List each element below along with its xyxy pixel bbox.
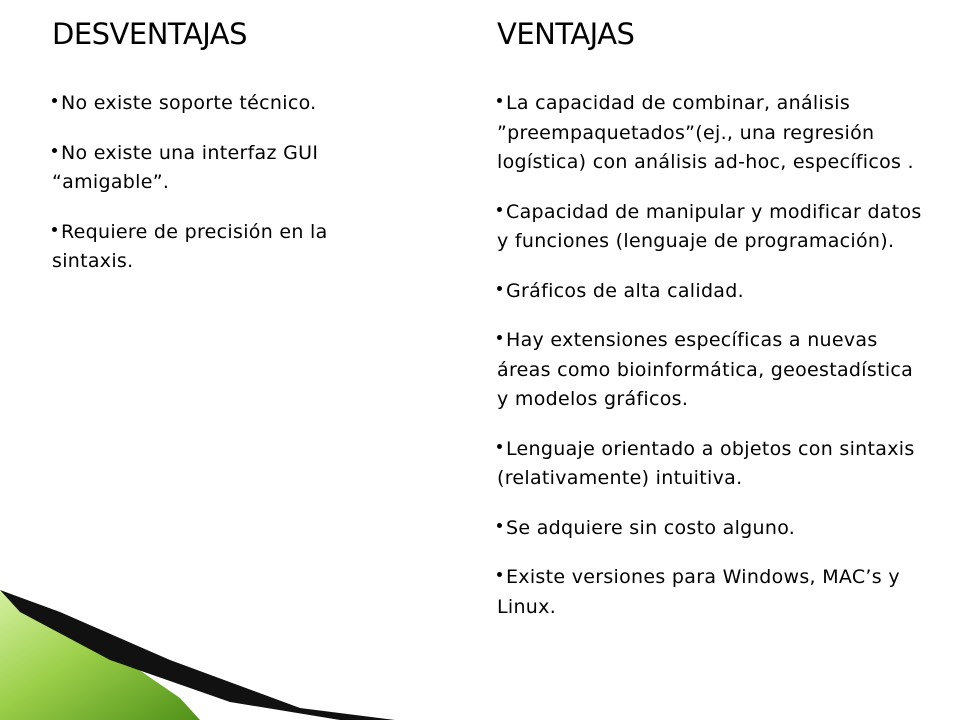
disadvantages-column — [52, 14, 392, 297]
list-item: Existe versiones para Windows, MAC’s y Linux. — [497, 566, 900, 618]
list-item: La capacidad de combinar, análisis ”preempaquetados”(ej., una regresión logística) con análisis ad-hoc, específicos . — [497, 92, 914, 173]
bullet-icon — [497, 444, 502, 449]
bullet-icon — [497, 572, 502, 577]
bullet-icon — [497, 523, 502, 528]
list-item: Hay extensiones específicas a nuevas áreas como bioinformática, geoestadística y modelos gráficos. — [497, 329, 914, 410]
list-item: Se adquiere sin costo alguno. — [497, 514, 927, 544]
bullet-icon — [497, 207, 502, 212]
list-item: Requiere de precisión en la sintaxis. — [52, 220, 328, 272]
decorative-corner-swoosh — [0, 590, 400, 720]
disadvantages-list — [52, 89, 392, 277]
bullet-icon — [52, 227, 57, 232]
list-item: No existe una interfaz GUI “amigable”. — [52, 141, 319, 193]
list-item: Capacidad de manipular y modificar datos y funciones (lenguaje de programación). — [497, 200, 922, 252]
disadvantages-heading: DESVENTAJAS — [52, 17, 248, 51]
list-item: Gráficos de alta calidad. — [497, 277, 927, 307]
bullet-icon — [497, 335, 502, 340]
advantages-list — [497, 89, 927, 622]
bullet-icon — [497, 286, 502, 291]
bullet-icon — [497, 98, 502, 103]
advantages-heading: VENTAJAS — [497, 17, 635, 51]
list-item: Lenguaje orientado a objetos con sintaxis (relativamente) intuitiva. — [497, 437, 915, 489]
bullet-icon — [52, 148, 57, 153]
bullet-icon — [52, 98, 57, 103]
advantages-column — [497, 14, 927, 642]
list-item: No existe soporte técnico. — [52, 89, 392, 119]
